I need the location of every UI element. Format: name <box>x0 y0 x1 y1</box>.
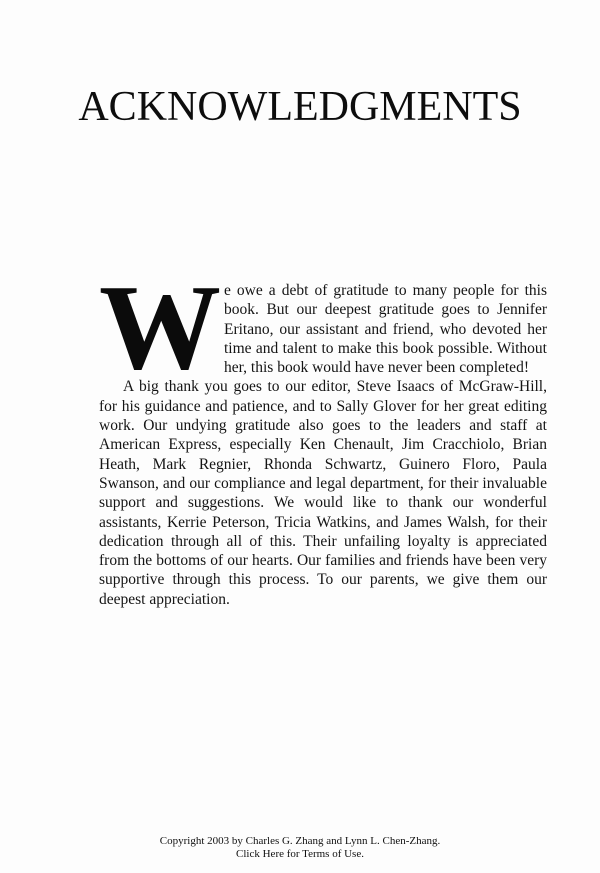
acknowledgments-body <box>99 260 547 609</box>
page-footer <box>0 835 600 861</box>
drop-cap-letter: W <box>99 260 221 395</box>
acknowledgments-paragraph-1 <box>99 260 547 395</box>
copyright-notice: Copyright 2003 by Charles G. Zhang and Lynn L. Chen-Zhang. <box>159 835 441 847</box>
paragraph-1-text: e owe a debt of gratitude to many people for this book. But our deepest gratitude goes to Jennifer Eritano, our assistant and friend, who devoted her time and talent to make this book possible. Without her, this book would have never been completed! <box>224 282 547 377</box>
terms-of-use-link[interactable]: Click Here for Terms of Use. <box>236 848 364 860</box>
page-title: ACKNOWLEDGMENTS <box>78 84 522 130</box>
acknowledgments-paragraph-2: A big thank you goes to our editor, Steve Isaacs of McGraw-Hill, for his guidance and patience, and to Sally Glover for her great editing work. Our undying gratitude also goes to the leaders and staff at American Express, especially Ken Chenault, Jim Cracchiolo, Brian Heath, Mark Regnier, Rhonda Schwartz, Guinero Floro, Paula Swanson, and our compliance and legal department, for their invaluable support and suggestions. We would like to thank our wonderful assistants, Kerrie Peterson, Tricia Watkins, and James Walsh, for their dedication through all of this. Their unfailing loyalty is appreciated from the bottoms of our hearts. Our families and friends have been very supportive through this process. To our parents, we give them our deepest appreciation. <box>99 378 547 608</box>
